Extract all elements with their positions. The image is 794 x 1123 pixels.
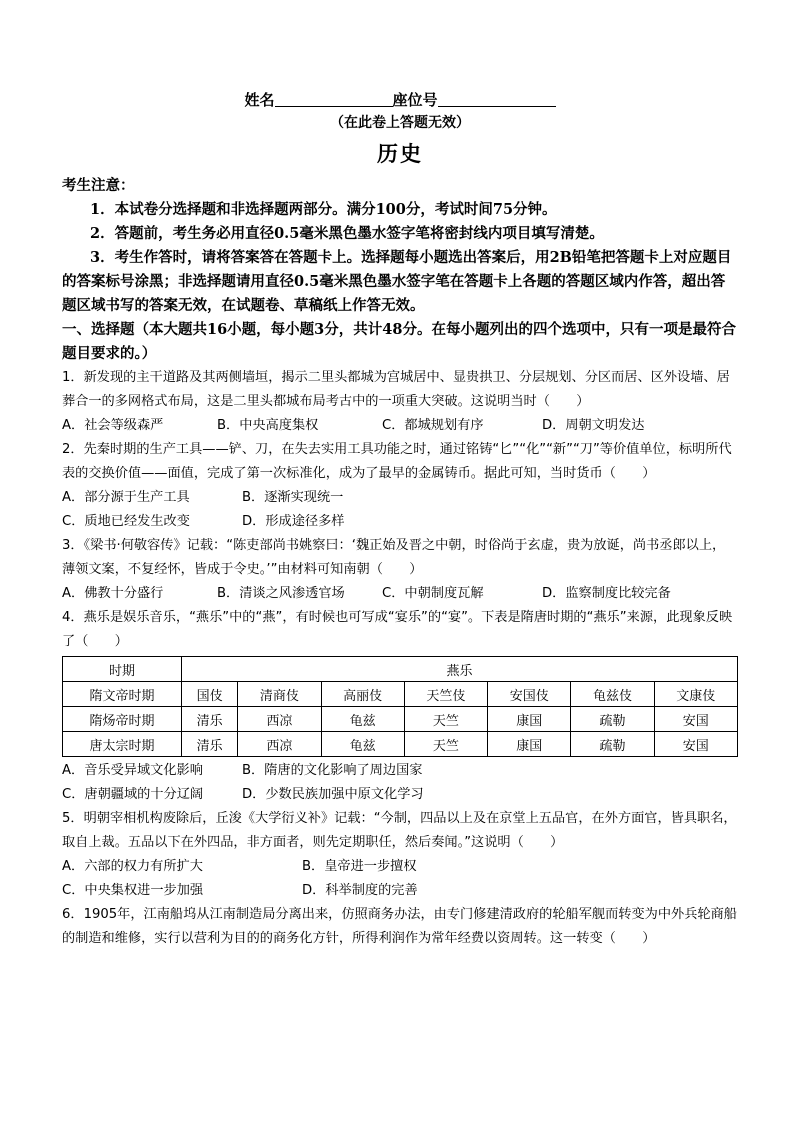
table-cell: 高丽伎: [321, 682, 404, 707]
q3-option-b: B．清谈之风渗透官场: [217, 586, 345, 601]
table-cell: 康国: [488, 732, 571, 757]
exam-page: [62, 88, 738, 951]
table-cell: 天竺: [404, 707, 487, 732]
question-4-options-ab: [62, 759, 738, 783]
yanyue-table: [62, 656, 738, 757]
q4-option-a: A．音乐受异域文化影响: [62, 763, 203, 778]
q4-option-c: C．唐朝疆域的十分辽阔: [62, 787, 204, 802]
question-2-stem: 2．先秦时期的生产工具——铲、刀，在失去实用工具功能之时，通过铭铸“匕”“化”“新”“刀”等价值单位，标明所代表的交换价值——面值，完成了第一次标准化，成为了最早的金属铸币。据此可知，当时货币（ ）: [62, 442, 732, 481]
table-cell-period: 隋炀帝时期: [63, 707, 182, 732]
q2-option-a: A．部分源于生产工具: [62, 490, 190, 505]
table-cell: 龟兹伎: [571, 682, 654, 707]
table-cell-period: 隋文帝时期: [63, 682, 182, 707]
table-cell: 康国: [488, 707, 571, 732]
question-5-options-ab: [62, 855, 738, 879]
instruction-3: 3．考生作答时，请将答案答在答题卡上。选择题每小题选出答案后，用2B铅笔把答题卡上对应题目的答案标号涂黑；非选择题请用直径0.5毫米黑色墨水签字笔在答题卡上各题的答题区域内作答，超出答题区域书写的答案无效，在试题卷、草稿纸上作答无效。: [62, 249, 732, 314]
table-cell: 西凉: [238, 707, 321, 732]
table-cell: 疏勒: [571, 732, 654, 757]
q1-option-c: C．都城规划有序: [382, 418, 484, 433]
table-row: [63, 707, 738, 732]
q1-option-b: B．中央高度集权: [217, 418, 319, 433]
question-1-options: [62, 414, 738, 438]
q5-option-a: A．六部的权力有所扩大: [62, 859, 203, 874]
instruction-1: 1．本试卷分选择题和非选择题两部分。满分100分，考试时间75分钟。: [90, 201, 557, 218]
question-4-stem: 4．燕乐是娱乐音乐，“燕乐”中的“燕”，有时候也可写成“宴乐”的“宴”。下表是隋唐时期的“燕乐”来源，此现象反映了（ ）: [62, 610, 733, 649]
q2-option-b: B．逐渐实现统一: [242, 490, 344, 505]
q3-option-c: C．中朝制度瓦解: [382, 586, 484, 601]
table-cell: 清乐: [182, 707, 238, 732]
question-3-stem: 3．《梁书·何敬容传》记载：“陈吏部尚书姚察曰：‘魏正始及晋之中朝，时俗尚于玄虚，贵为放诞，尚书丞郎以上，薄领文案，不复经怀，皆成于令史。’”由材料可知南朝（ ）: [62, 538, 726, 577]
q4-option-d: D．少数民族加强中原文化学习: [242, 787, 424, 802]
q5-option-d: D．科举制度的完善: [302, 883, 418, 898]
table-cell: 国伎: [182, 682, 238, 707]
instructions-title: 考生注意：: [62, 177, 135, 194]
question-1-stem: 1．新发现的主干道路及其两侧墙垣，揭示二里头都城为宫城居中、显贵拱卫、分层规划、分区而居、区外设墙、居葬合一的多网格式布局，这是二里头都城布局考古中的一项重大突破。这说明当时（ ）: [62, 370, 730, 409]
answer-notice: （在此卷上答题无效）: [330, 115, 470, 131]
name-label: 姓名: [244, 91, 275, 109]
table-cell: 安国: [654, 732, 737, 757]
table-cell: 清乐: [182, 732, 238, 757]
table-cell: 天竺伎: [404, 682, 487, 707]
table-header-row: [63, 657, 738, 682]
table-cell: 西凉: [238, 732, 321, 757]
table-header-period: 时期: [63, 657, 182, 682]
table-cell: 清商伎: [238, 682, 321, 707]
seat-blank: [438, 90, 556, 107]
instruction-2: 2．答题前，考生务必用直径0.5毫米黑色墨水签字笔将密封线内项目填写清楚。: [90, 225, 604, 242]
question-5-stem: 5．明朝宰相机构废除后，丘浚《大学衍义补》记载：“今制，四品以上及在京堂上五品官，在外方面官，皆具职名，取自上裁。五品以下在外四品，非方面者，则先定期职任，然后奏闻。”这说明（ ）: [62, 811, 737, 850]
q1-option-d: D．周朝文明发达: [542, 418, 645, 433]
question-4-options-cd: [62, 783, 738, 807]
seat-label: 座位号: [392, 91, 438, 109]
table-cell: 龟兹: [321, 732, 404, 757]
table-cell: 文康伎: [654, 682, 737, 707]
question-3-options: [62, 582, 738, 606]
q3-option-a: A．佛教十分盛行: [62, 586, 164, 601]
q4-option-b: B．隋唐的文化影响了周边国家: [242, 763, 423, 778]
q2-option-c: C．质地已经发生改变: [62, 514, 190, 529]
name-blank: [275, 90, 393, 107]
table-row: [63, 682, 738, 707]
table-cell-period: 唐太宗时期: [63, 732, 182, 757]
q1-option-a: A．社会等级森严: [62, 418, 164, 433]
q5-option-b: B．皇帝进一步擅权: [302, 859, 417, 874]
q2-option-d: D．形成途径多样: [242, 514, 345, 529]
section-heading: 一、选择题（本大题共16小题，每小题3分，共计48分。在每小题列出的四个选项中，只有一项是最符合题目要求的。）: [62, 321, 736, 362]
name-seat-line: [62, 88, 738, 112]
table-cell: 疏勒: [571, 707, 654, 732]
table-cell: 安国伎: [488, 682, 571, 707]
question-2-options-cd: [62, 510, 738, 534]
q5-option-c: C．中央集权进一步加强: [62, 883, 204, 898]
question-2-options-ab: [62, 486, 738, 510]
table-cell: 龟兹: [321, 707, 404, 732]
subject-title: 历史: [377, 141, 423, 166]
table-cell: 安国: [654, 707, 737, 732]
question-6-stem: 6．1905年，江南船坞从江南制造局分离出来，仿照商务办法，由专门修建清政府的轮船军舰而转变为中外兵轮商船的制造和维修，实行以营利为目的的商务化方针，所得利润作为常年经费以资周转。这一转变（ ）: [62, 907, 737, 946]
table-row: [63, 732, 738, 757]
q3-option-d: D．监察制度比较完备: [542, 586, 671, 601]
table-cell: 天竺: [404, 732, 487, 757]
question-5-options-cd: [62, 879, 738, 903]
table-header-music: 燕乐: [182, 657, 738, 682]
